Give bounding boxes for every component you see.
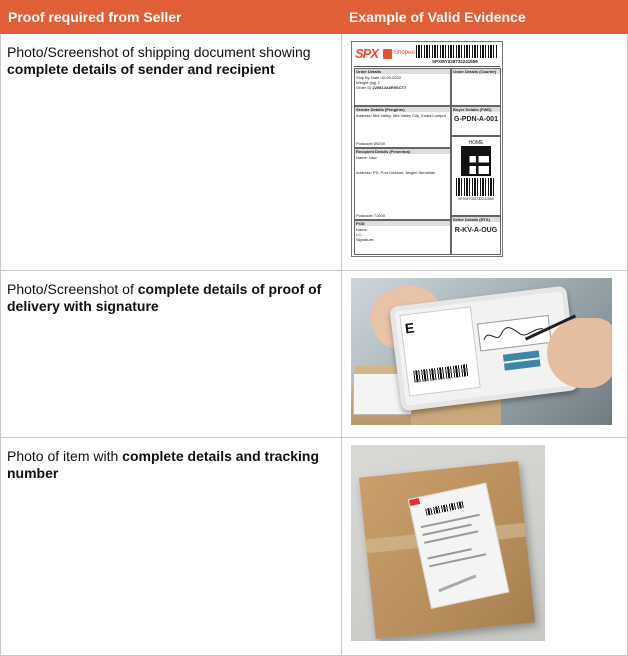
proof-cell (1, 438, 342, 656)
slip-barcode (425, 501, 466, 516)
buyer-details-title: Buyer Details (FWD) (452, 107, 500, 112)
table-header-row (1, 1, 628, 34)
recipient-name: Name: Nsw (356, 155, 377, 160)
weight-label: Weight (kg) (356, 80, 377, 85)
table-row (1, 438, 628, 656)
order-details-courier-title: Order Details (Courier) (452, 69, 500, 74)
ship-by-date: 02-09-2022 (380, 75, 401, 80)
ship-by-date-label: Ship By Date (356, 75, 380, 80)
seller-code: R-KV-A-OUG (454, 227, 498, 234)
qr-code-icon (463, 148, 489, 174)
pod-signature: Signature: (356, 237, 375, 242)
order-id-label: Order ID (356, 85, 372, 90)
proof-text: Photo of item with (7, 448, 123, 464)
order-details-title: Order Details (355, 69, 450, 74)
item-parcel-photo (351, 445, 545, 641)
proof-text: Photo/Screenshot of (7, 281, 138, 297)
recipient-address: Address: PD, Port Dickson, Negeri Sembilan (356, 170, 436, 175)
table-row (1, 34, 628, 271)
tracking-number-small: SPXMY028732241559 (458, 197, 494, 201)
proof-text-bold: complete details of sender and recipient (7, 61, 275, 77)
slip-red-tag-icon (409, 498, 420, 506)
evidence-cell (342, 271, 628, 438)
shipping-label-image (351, 41, 503, 257)
header-proof-required: Proof required from Seller (1, 1, 342, 34)
proof-cell (1, 34, 342, 271)
side-barcode (456, 178, 496, 196)
hand-right (547, 318, 612, 388)
proof-text: Photo/Screenshot of shipping document showing (7, 44, 311, 60)
recipient-details-title: Recipient Details (Penerima) (355, 149, 450, 154)
order-id: 220812A6R9SCT7 (372, 85, 407, 90)
weight: 2 (377, 80, 380, 85)
spx-logo: SPX (355, 46, 379, 61)
sender-postcode: Postcode 59200 (356, 141, 385, 146)
buyer-code: G-PDN-A-001 (454, 116, 498, 123)
tracking-barcode (416, 45, 498, 58)
seller-details-title: Seller Details (RTS) (452, 217, 500, 222)
recipient-postcode: Postcode 71000 (356, 213, 385, 218)
evidence-cell (342, 34, 628, 271)
table-row (1, 271, 628, 438)
shipping-slip (408, 483, 510, 609)
header-valid-evidence: Example of Valid Evidence (342, 1, 628, 34)
home-tag: HOME (468, 140, 484, 146)
evidence-cell (342, 438, 628, 656)
label-letter-icon: E (403, 319, 416, 337)
shopee-brand: Shopee (394, 50, 415, 56)
cardboard-box (359, 461, 535, 639)
shopee-bag-icon (383, 49, 392, 59)
sender-address: Address: Mid Valley, Mid Valley City, Kuala Lumpur (356, 113, 446, 118)
slip-signature (438, 574, 476, 592)
proof-text-bold: complete details and tracking number (7, 448, 320, 481)
tracking-number: SPXMY028732241559 (432, 59, 478, 64)
proof-cell (1, 271, 342, 438)
tablet-barcode (413, 364, 469, 383)
proof-of-delivery-photo (351, 278, 612, 425)
pod-name: Name: (356, 227, 368, 232)
slip-line (421, 514, 480, 528)
pod-title: POD (355, 221, 450, 226)
proof-text-bold: complete details of proof of delivery with signature (7, 281, 322, 314)
sender-details-title: Sender Details (Pengirim) (355, 107, 450, 112)
digital-label (399, 306, 480, 396)
pod-ic: I.C.: (356, 232, 364, 237)
